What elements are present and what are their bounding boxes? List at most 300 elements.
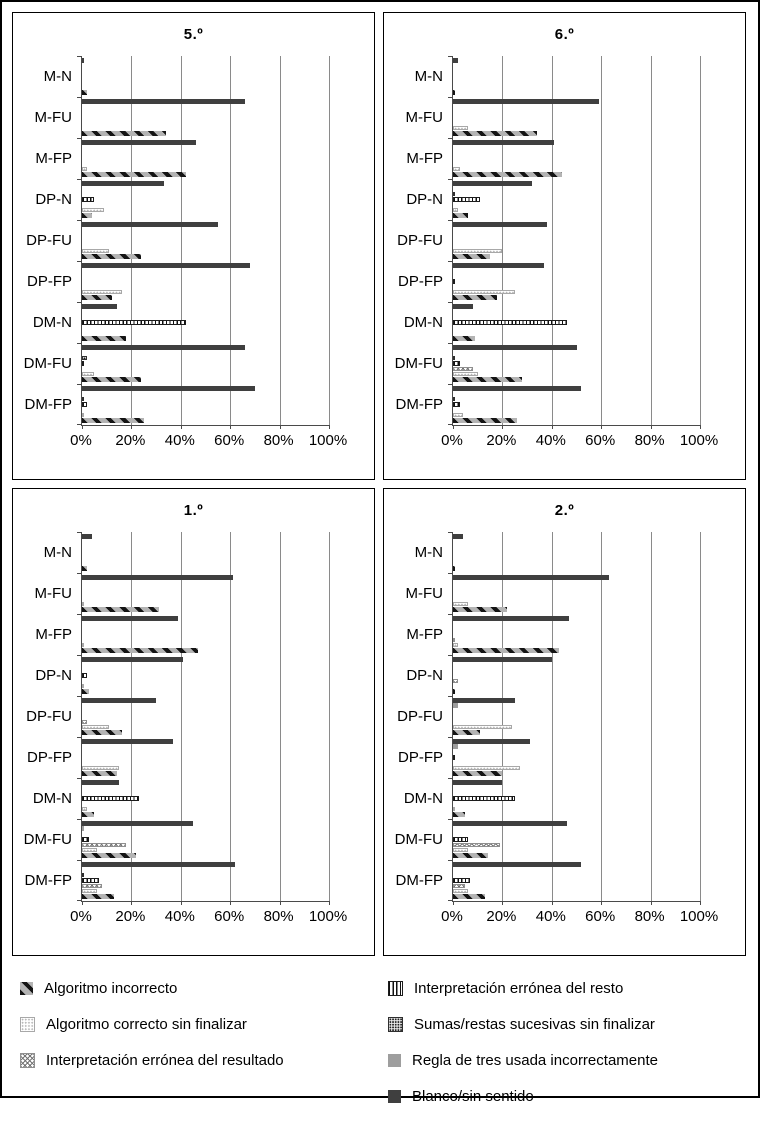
x-axis-tick xyxy=(700,425,701,429)
bar-blanco xyxy=(82,657,183,662)
chart-title: 2.º xyxy=(554,502,575,519)
bar-correcto xyxy=(453,126,468,131)
x-tick-label: 100% xyxy=(679,908,719,925)
bar-resto xyxy=(82,361,84,366)
bar-correcto xyxy=(82,889,97,894)
bar-incorrecto xyxy=(82,172,186,177)
legend-column-left xyxy=(20,970,284,1078)
category-label: M-FU xyxy=(405,585,443,602)
gridline xyxy=(700,56,701,425)
bar-resultado xyxy=(453,884,465,889)
x-axis-tick xyxy=(329,901,330,905)
bar-group xyxy=(453,655,700,696)
bar-blanco xyxy=(453,698,515,703)
bar-resto xyxy=(453,878,470,883)
category-label: DP-FU xyxy=(397,232,443,249)
category-label: DP-N xyxy=(35,667,72,684)
category-label: DM-N xyxy=(32,790,72,807)
bar-correcto xyxy=(82,766,119,771)
category-label: M-FP xyxy=(35,150,72,167)
bar-blanco xyxy=(453,780,502,785)
bar-resultado xyxy=(82,720,87,725)
bar-incorrecto xyxy=(453,730,480,735)
bar-incorrecto xyxy=(82,254,141,259)
category-labels xyxy=(388,532,452,901)
category-label: DP-FP xyxy=(27,749,72,766)
bar-incorrecto xyxy=(453,254,490,259)
bar-blanco xyxy=(453,263,544,268)
legend-column-right xyxy=(388,970,658,1114)
x-axis-tick xyxy=(651,901,652,905)
bar-blanco xyxy=(453,739,530,744)
bar-group xyxy=(453,573,700,614)
bar-group xyxy=(453,614,700,655)
bar-incorrecto xyxy=(82,418,144,423)
category-label: M-N xyxy=(414,68,443,85)
category-label: DP-FP xyxy=(27,273,72,290)
bar-resto xyxy=(82,837,89,842)
bar-incorrecto xyxy=(82,213,92,218)
x-axis-tick xyxy=(230,901,231,905)
bar-group xyxy=(82,696,329,737)
legend-item xyxy=(388,1042,658,1078)
bar-group xyxy=(82,532,329,573)
bar-incorrecto xyxy=(453,295,497,300)
bar-resto xyxy=(453,197,480,202)
bar-blanco xyxy=(453,575,609,580)
bar-group xyxy=(453,860,700,901)
bar-incorrecto xyxy=(453,566,455,571)
bar-resto xyxy=(453,755,455,760)
bar-incorrecto xyxy=(453,894,485,899)
x-axis-tick xyxy=(700,901,701,905)
bar-incorrecto xyxy=(82,689,89,694)
bar-blanco xyxy=(453,140,554,145)
bar-incorrecto xyxy=(453,853,488,858)
bar-correcto xyxy=(453,372,478,377)
category-labels xyxy=(17,56,81,425)
bar-incorrecto xyxy=(453,213,468,218)
bar-correcto xyxy=(453,848,468,853)
x-tick-label: 80% xyxy=(634,432,665,449)
bar-blanco xyxy=(82,263,250,268)
legend-swatch-blanco-icon xyxy=(388,1090,401,1103)
chart-panel xyxy=(383,12,746,480)
bar-incorrecto xyxy=(82,730,122,735)
bar-incorrecto xyxy=(453,812,465,817)
bar-correcto xyxy=(82,725,109,730)
bar-blanco xyxy=(82,698,156,703)
bar-blanco xyxy=(82,821,193,826)
bar-sumas xyxy=(82,356,87,361)
x-axis-tick xyxy=(453,901,454,905)
bar-resto xyxy=(82,320,186,325)
bar-blanco xyxy=(82,181,164,186)
category-label: DP-FP xyxy=(398,749,443,766)
category-label: M-FP xyxy=(406,150,443,167)
x-axis-tick xyxy=(651,425,652,429)
x-axis-tick xyxy=(82,901,83,905)
bar-group xyxy=(453,737,700,778)
bar-incorrecto xyxy=(82,131,166,136)
x-tick-label: 60% xyxy=(585,432,616,449)
x-axis-tick xyxy=(131,901,132,905)
bar-group xyxy=(82,138,329,179)
bar-blanco xyxy=(453,345,577,350)
x-axis-tick xyxy=(502,425,503,429)
bar-blanco xyxy=(82,386,255,391)
legend xyxy=(12,970,748,1128)
legend-swatch-correcto-icon xyxy=(20,1017,35,1032)
bar-correcto xyxy=(82,602,84,607)
bar-resto xyxy=(453,320,567,325)
bar-incorrecto xyxy=(82,336,126,341)
bar-blanco xyxy=(453,534,463,539)
x-axis-tick xyxy=(82,425,83,429)
category-label: DP-FU xyxy=(397,708,443,725)
bar-correcto xyxy=(453,725,512,730)
bar-incorrecto xyxy=(453,131,537,136)
bar-group xyxy=(82,860,329,901)
bar-incorrecto xyxy=(82,894,114,899)
legend-swatch-sumas-icon xyxy=(388,1017,403,1032)
bar-resultado xyxy=(82,843,126,848)
bar-blanco xyxy=(453,616,569,621)
legend-label: Blanco/sin sentido xyxy=(412,1087,534,1105)
category-label: M-FP xyxy=(406,626,443,643)
plot-area xyxy=(452,532,700,902)
bar-resto xyxy=(453,279,455,284)
x-tick-label: 20% xyxy=(115,432,146,449)
category-label: M-FU xyxy=(34,585,72,602)
x-axis-labels xyxy=(70,432,348,458)
legend-label: Interpretación errónea del resto xyxy=(414,979,624,997)
x-tick-label: 40% xyxy=(164,908,195,925)
bar-blanco xyxy=(82,58,84,63)
x-axis-tick xyxy=(329,425,330,429)
bar-correcto xyxy=(82,413,84,418)
bar-group xyxy=(453,819,700,860)
bar-blanco xyxy=(82,345,245,350)
legend-item xyxy=(20,1006,284,1042)
bar-group xyxy=(453,343,700,384)
bar-correcto xyxy=(453,413,463,418)
bar-sumas xyxy=(453,192,455,197)
bar-resultado xyxy=(453,843,500,848)
bar-incorrecto xyxy=(82,771,117,776)
bar-incorrecto xyxy=(453,418,517,423)
bar-blanco xyxy=(82,222,218,227)
bar-resto xyxy=(82,673,87,678)
x-axis-labels xyxy=(441,432,719,458)
bar-group xyxy=(453,696,700,737)
legend-label: Regla de tres usada incorrectamente xyxy=(412,1051,658,1069)
legend-swatch-resto-icon xyxy=(388,981,403,996)
category-label: DP-N xyxy=(406,667,443,684)
bar-resto xyxy=(82,197,94,202)
bar-correcto xyxy=(82,372,94,377)
bar-incorrecto xyxy=(82,648,198,653)
bar-group xyxy=(453,138,700,179)
category-label: DM-FP xyxy=(395,396,443,413)
category-label: DM-FU xyxy=(394,355,443,372)
bar-resto xyxy=(453,361,460,366)
x-tick-label: 100% xyxy=(679,432,719,449)
x-axis-tick xyxy=(601,901,602,905)
bar-group xyxy=(82,655,329,696)
bar-group xyxy=(82,573,329,614)
category-label: M-FU xyxy=(405,109,443,126)
x-tick-label: 100% xyxy=(308,908,348,925)
bar-sumas xyxy=(82,397,84,402)
bar-group xyxy=(453,179,700,220)
x-tick-label: 20% xyxy=(115,908,146,925)
bar-regla xyxy=(82,826,84,831)
x-tick-label: 0% xyxy=(441,908,463,925)
bar-group xyxy=(82,614,329,655)
gridline xyxy=(700,532,701,901)
category-label: DM-FU xyxy=(394,831,443,848)
chart-area xyxy=(384,532,745,902)
bar-incorrecto xyxy=(453,172,562,177)
bar-group xyxy=(453,384,700,425)
bar-incorrecto xyxy=(453,336,475,341)
bar-blanco xyxy=(82,780,119,785)
legend-label: Algoritmo incorrecto xyxy=(44,979,178,997)
bar-group xyxy=(453,302,700,343)
bar-incorrecto xyxy=(82,607,159,612)
x-axis-tick xyxy=(280,425,281,429)
bar-blanco xyxy=(82,616,178,621)
bar-correcto xyxy=(82,208,104,213)
chart-title: 6.º xyxy=(554,26,575,43)
bar-correcto xyxy=(82,643,84,648)
bar-incorrecto xyxy=(82,566,87,571)
x-axis-tick xyxy=(552,425,553,429)
bar-group xyxy=(82,179,329,220)
legend-item xyxy=(388,1006,658,1042)
bar-group xyxy=(82,819,329,860)
bar-group xyxy=(453,220,700,261)
bar-group xyxy=(82,737,329,778)
x-tick-label: 60% xyxy=(585,908,616,925)
bar-resto xyxy=(453,402,460,407)
bar-blanco xyxy=(453,58,458,63)
category-label: DP-FP xyxy=(398,273,443,290)
category-label: M-N xyxy=(43,544,72,561)
bar-sumas xyxy=(82,873,84,878)
bar-incorrecto xyxy=(82,90,87,95)
category-label: DM-FP xyxy=(395,872,443,889)
bar-incorrecto xyxy=(453,689,455,694)
category-label: DM-FP xyxy=(24,872,72,889)
bar-resto xyxy=(82,796,139,801)
x-tick-label: 40% xyxy=(535,432,566,449)
bar-regla xyxy=(453,703,458,708)
bar-blanco xyxy=(82,575,233,580)
bar-correcto xyxy=(82,167,87,172)
bar-blanco xyxy=(453,222,547,227)
chart-title: 5.º xyxy=(183,26,204,43)
bar-incorrecto xyxy=(453,648,559,653)
chart-area xyxy=(13,532,374,902)
category-label: DM-FP xyxy=(24,396,72,413)
category-label: DP-N xyxy=(406,191,443,208)
category-label: M-N xyxy=(43,68,72,85)
bar-group xyxy=(82,97,329,138)
bar-blanco xyxy=(82,862,235,867)
legend-swatch-resultado-icon xyxy=(20,1053,35,1068)
x-axis-tick xyxy=(131,425,132,429)
bar-blanco xyxy=(453,99,599,104)
plot-area xyxy=(452,56,700,426)
category-label: DM-N xyxy=(32,314,72,331)
legend-label: Algoritmo correcto sin finalizar xyxy=(46,1015,247,1033)
bar-correcto xyxy=(453,208,458,213)
x-tick-label: 0% xyxy=(70,908,92,925)
x-tick-label: 0% xyxy=(70,432,92,449)
bar-correcto xyxy=(453,249,502,254)
legend-item xyxy=(388,1078,658,1114)
bar-resto xyxy=(82,878,99,883)
bar-blanco xyxy=(453,304,473,309)
bar-resultado xyxy=(453,638,455,643)
bar-group xyxy=(82,220,329,261)
x-tick-label: 80% xyxy=(263,908,294,925)
category-label: DP-N xyxy=(35,191,72,208)
bar-sumas xyxy=(453,397,455,402)
charts-grid xyxy=(12,12,748,956)
bar-correcto xyxy=(453,766,520,771)
bar-correcto xyxy=(82,807,87,812)
legend-label: Interpretación errónea del resultado xyxy=(46,1051,284,1069)
chart-area xyxy=(384,56,745,426)
bar-correcto xyxy=(453,290,515,295)
bar-blanco xyxy=(453,181,532,186)
x-tick-label: 80% xyxy=(263,432,294,449)
bar-blanco xyxy=(82,304,117,309)
legend-item xyxy=(20,1042,284,1078)
x-tick-label: 0% xyxy=(441,432,463,449)
x-axis-tick xyxy=(453,425,454,429)
legend-swatch-regla-icon xyxy=(388,1054,401,1067)
category-label: DM-FU xyxy=(23,355,72,372)
bar-group xyxy=(453,778,700,819)
bar-correcto xyxy=(453,643,458,648)
category-label: DM-FU xyxy=(23,831,72,848)
bar-blanco xyxy=(82,99,245,104)
gridline xyxy=(329,532,330,901)
plot-area xyxy=(81,532,329,902)
bar-blanco xyxy=(453,386,581,391)
bar-blanco xyxy=(453,657,552,662)
bar-group xyxy=(453,97,700,138)
bar-group xyxy=(453,261,700,302)
bar-correcto xyxy=(453,167,460,172)
x-axis-labels xyxy=(441,908,719,934)
category-labels xyxy=(17,532,81,901)
legend-item xyxy=(388,970,658,1006)
x-axis-tick xyxy=(230,425,231,429)
bar-resto xyxy=(453,796,515,801)
bar-sumas xyxy=(453,356,455,361)
bar-incorrecto xyxy=(82,812,94,817)
category-label: M-N xyxy=(414,544,443,561)
bar-group xyxy=(82,302,329,343)
x-tick-label: 100% xyxy=(308,432,348,449)
bar-incorrecto xyxy=(453,607,507,612)
bar-incorrecto xyxy=(82,295,112,300)
bar-resto xyxy=(82,402,87,407)
bar-correcto xyxy=(82,848,97,853)
x-axis-tick xyxy=(552,901,553,905)
x-axis-tick xyxy=(280,901,281,905)
bar-incorrecto xyxy=(82,377,141,382)
legend-item xyxy=(20,970,284,1006)
bar-correcto xyxy=(453,807,455,812)
x-axis-tick xyxy=(181,901,182,905)
bar-correcto xyxy=(453,602,468,607)
bar-correcto xyxy=(82,684,84,689)
bar-correcto xyxy=(453,889,468,894)
bar-resto xyxy=(453,837,468,842)
bar-correcto xyxy=(82,249,109,254)
x-tick-label: 40% xyxy=(535,908,566,925)
x-tick-label: 20% xyxy=(486,432,517,449)
category-labels xyxy=(388,56,452,425)
x-tick-label: 60% xyxy=(214,908,245,925)
bar-group xyxy=(82,384,329,425)
bar-resultado xyxy=(453,367,473,372)
bar-group xyxy=(82,343,329,384)
x-axis-labels xyxy=(70,908,348,934)
bar-incorrecto xyxy=(453,771,502,776)
bar-blanco xyxy=(82,739,173,744)
category-label: M-FP xyxy=(35,626,72,643)
x-tick-label: 60% xyxy=(214,432,245,449)
bar-group xyxy=(82,56,329,97)
x-tick-label: 40% xyxy=(164,432,195,449)
bar-resultado xyxy=(453,679,458,684)
bar-incorrecto xyxy=(453,377,522,382)
bar-group xyxy=(82,778,329,819)
bar-regla xyxy=(453,744,458,749)
category-label: DM-N xyxy=(403,314,443,331)
category-label: M-FU xyxy=(34,109,72,126)
x-tick-label: 80% xyxy=(634,908,665,925)
chart-panel xyxy=(12,12,375,480)
category-label: DP-FU xyxy=(26,708,72,725)
bar-group xyxy=(453,56,700,97)
bar-resultado xyxy=(82,884,102,889)
legend-swatch-incorrecto-icon xyxy=(20,982,33,995)
x-axis-tick xyxy=(601,425,602,429)
bar-correcto xyxy=(82,290,122,295)
bar-incorrecto xyxy=(453,90,455,95)
bar-incorrecto xyxy=(82,853,136,858)
x-axis-tick xyxy=(502,901,503,905)
plot-area xyxy=(81,56,329,426)
x-tick-label: 20% xyxy=(486,908,517,925)
chart-title: 1.º xyxy=(183,502,204,519)
bar-blanco xyxy=(453,821,567,826)
chart-panel xyxy=(12,488,375,956)
category-label: DP-FU xyxy=(26,232,72,249)
x-axis-tick xyxy=(181,425,182,429)
bar-blanco xyxy=(82,140,196,145)
chart-panel xyxy=(383,488,746,956)
chart-area xyxy=(13,56,374,426)
